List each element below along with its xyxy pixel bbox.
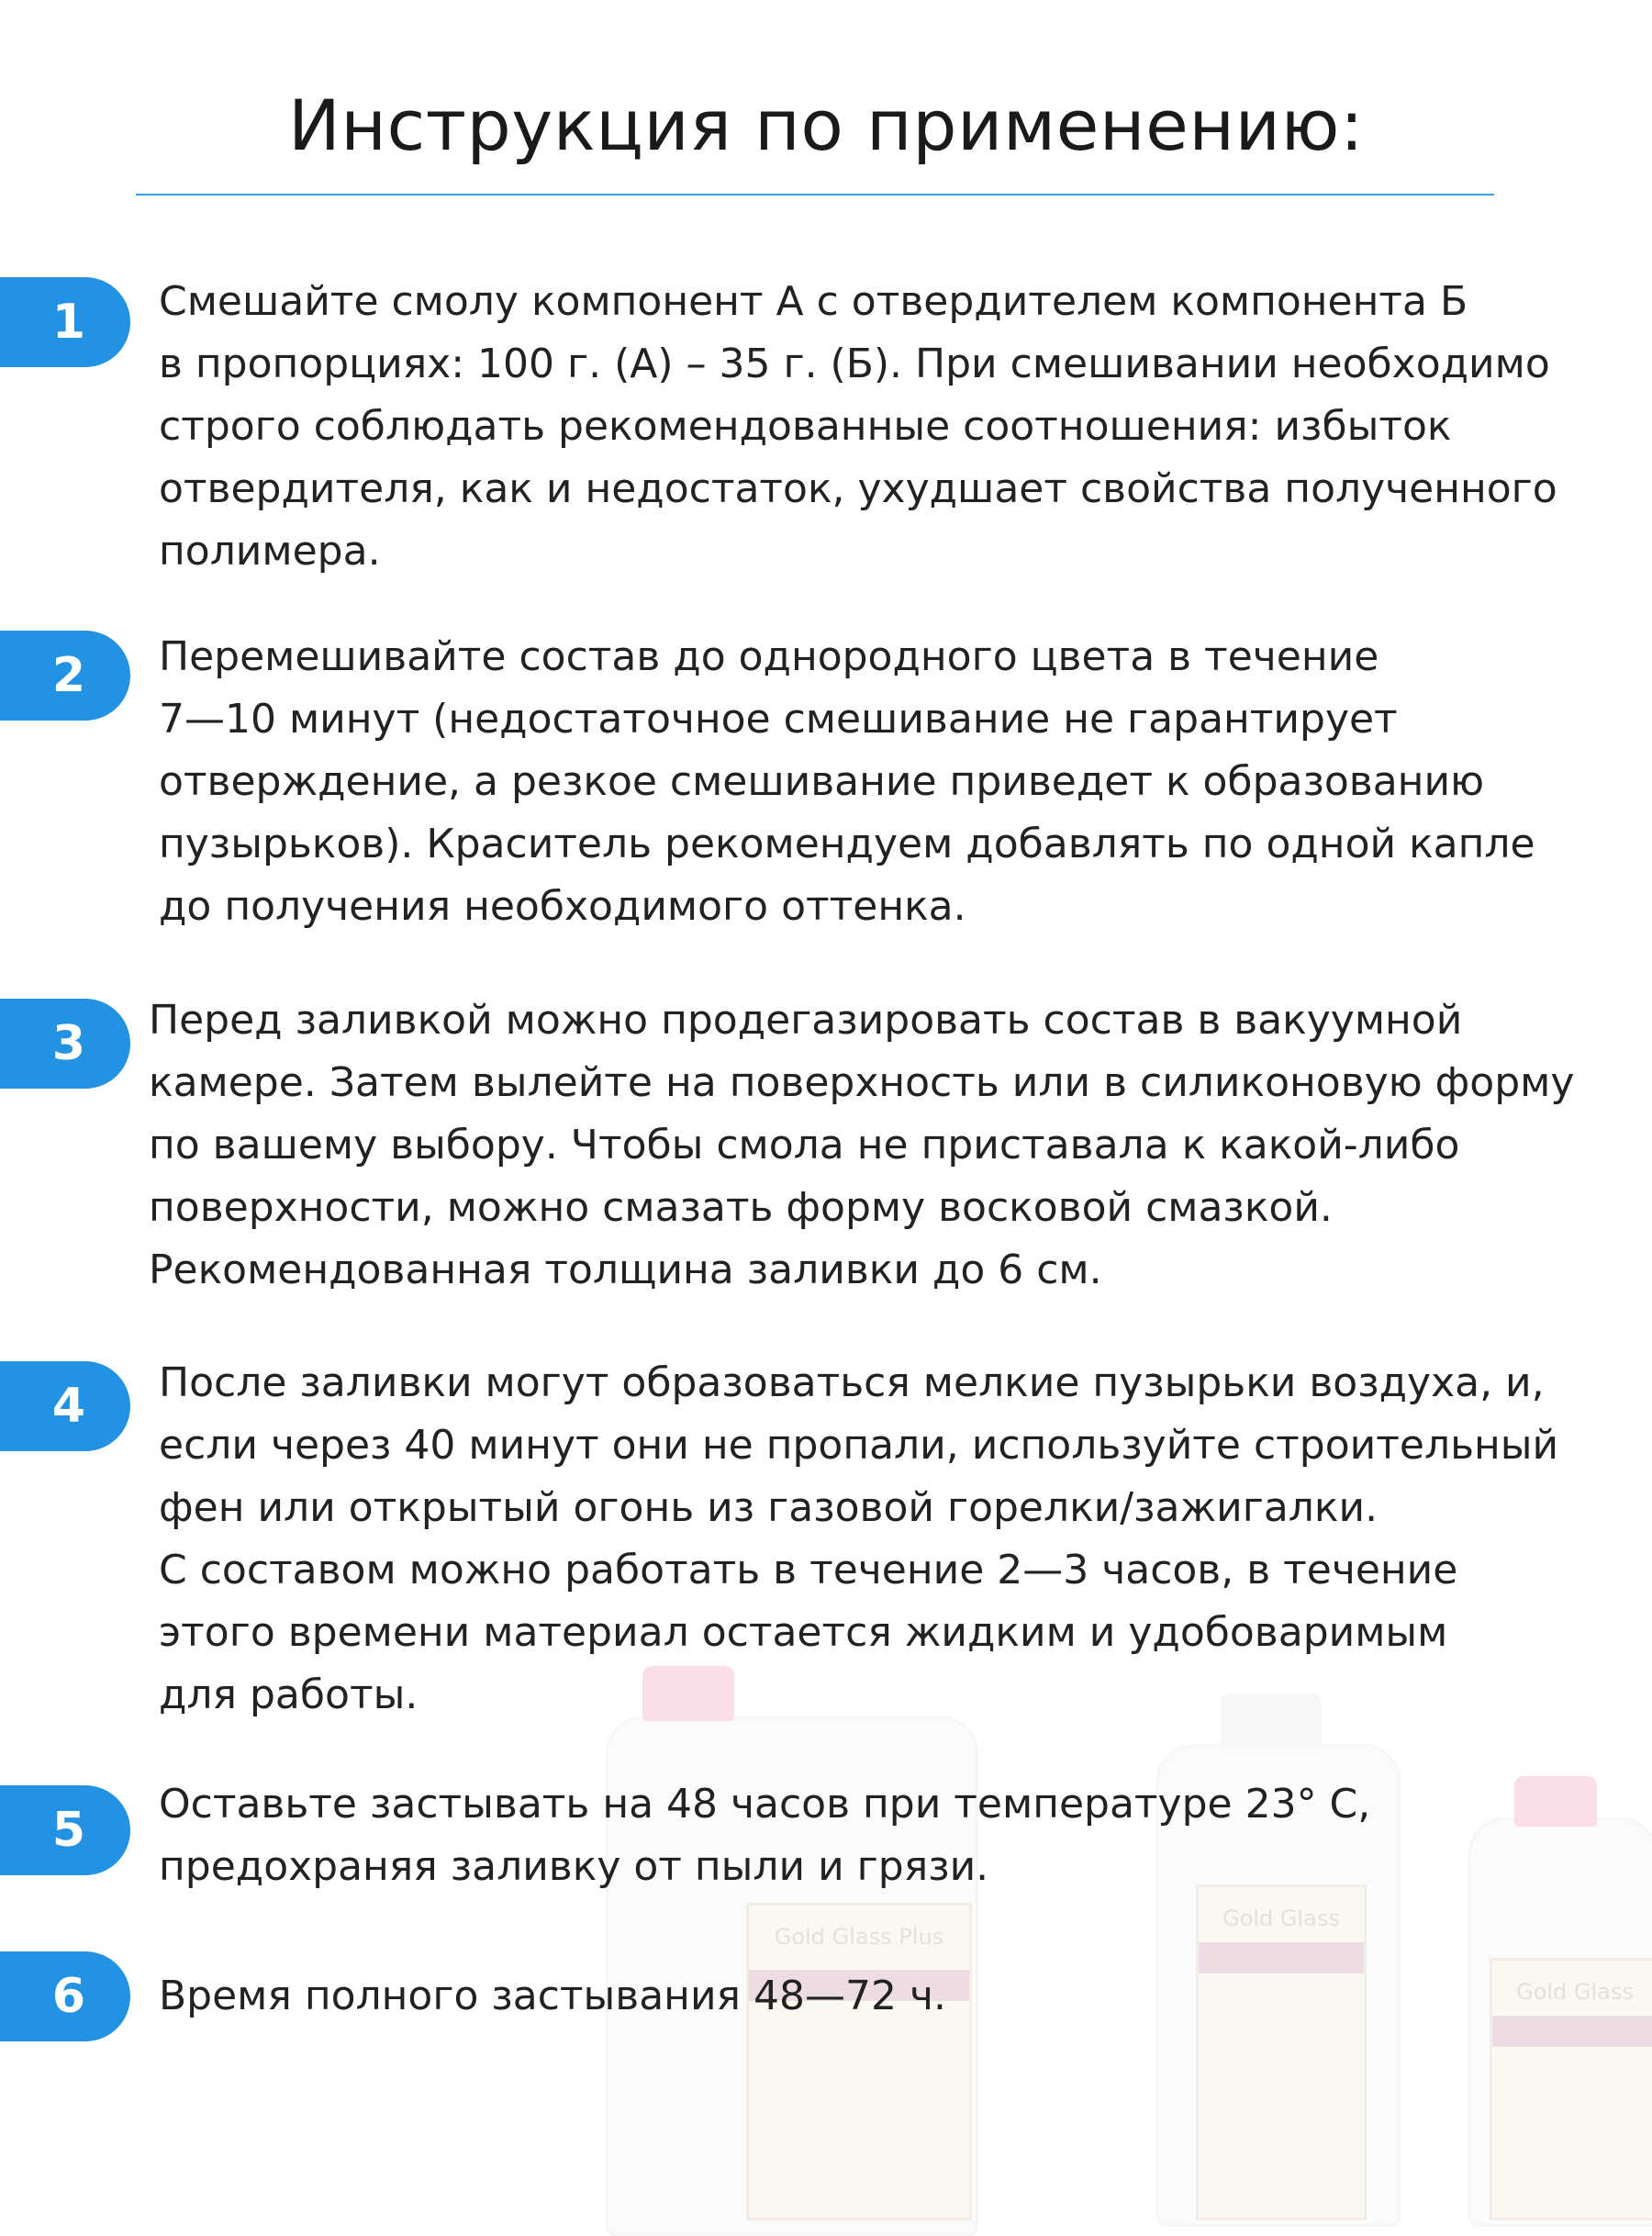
- step-text: [159, 271, 1557, 583]
- step-text-line: поверхности, можно смазать форму восковой смазкой.: [149, 1184, 1333, 1231]
- step-text: [159, 1773, 1370, 1898]
- step-text-line: фен или открытый огонь из газовой горелки/зажигалки.: [159, 1484, 1379, 1531]
- step-text-line: если через 40 минут они не пропали, используйте строительный: [159, 1422, 1559, 1469]
- step-text-line: камере. Затем вылейте на поверхность или в силиконовую форму: [149, 1059, 1575, 1106]
- step-number-badge: 6: [0, 1951, 130, 2041]
- step-text-line: После заливки могут образоваться мелкие пузырьки воздуха, и,: [159, 1359, 1545, 1406]
- step-text: [159, 626, 1535, 938]
- step-number-badge: 3: [0, 999, 130, 1089]
- step-text-line: отвердителя, как и недостаток, ухудшает свойства полученного: [159, 465, 1557, 512]
- page-title: Инструкция по применению:: [287, 84, 1365, 166]
- step-text-line: для работы.: [159, 1671, 419, 1718]
- step-text-line: по вашему выбору. Чтобы смола не приставала к какой-либо: [149, 1122, 1460, 1168]
- title-divider: [136, 194, 1494, 196]
- step-text-line: Смешайте смолу компонент А с отвердителем компонента Б: [159, 278, 1468, 325]
- step-text-line: этого времени материал остается жидким и удобоваримым: [159, 1609, 1448, 1656]
- step-text-line: предохраняя заливку от пыли и грязи.: [159, 1843, 989, 1890]
- right-bottle-label-band: [1492, 2016, 1652, 2047]
- step-text-line: в пропорциях: 100 г. (А) – 35 г. (Б). При смешивании необходимо: [159, 341, 1550, 387]
- right-bottle-label: [1490, 1958, 1652, 2220]
- step-number-badge: 4: [0, 1361, 130, 1451]
- right-bottle: [1468, 1817, 1652, 2227]
- step-text-line: Перемешивайте состав до однородного цвета в течение: [159, 633, 1379, 680]
- step-text-line: С составом можно работать в течение 2—3 часов, в течение: [159, 1547, 1458, 1593]
- step-text: [159, 1965, 946, 2028]
- step-text-line: до получения необходимого оттенка.: [159, 883, 966, 930]
- step-text-line: Время полного застывания 48—72 ч.: [159, 1973, 946, 2019]
- step-text: [149, 989, 1574, 1302]
- step-text-line: Рекомендованная толщина заливки до 6 см.: [149, 1247, 1102, 1293]
- step-text-line: полимера.: [159, 528, 381, 575]
- product-bottles-image: [587, 1661, 1652, 2203]
- middle-bottle-label-band: [1199, 1942, 1364, 1973]
- right-bottle-cap: [1514, 1776, 1597, 1827]
- step-number-badge: 1: [0, 277, 130, 367]
- middle-bottle-label: [1196, 1884, 1367, 2220]
- step-number-badge: 2: [0, 631, 130, 721]
- canister-label-text: Gold Glass Plus: [774, 1924, 944, 1950]
- step-text-line: 7—10 минут (недостаточное смешивание не гарантирует: [159, 696, 1398, 743]
- step-text: [159, 1352, 1558, 1727]
- middle-bottle-label-text: Gold Glass: [1222, 1906, 1340, 1931]
- step-text-line: Перед заливкой можно продегазировать состав в вакуумной: [149, 997, 1463, 1044]
- step-number-badge: 5: [0, 1785, 130, 1875]
- step-text-line: пузырьков). Краситель рекомендуем добавлять по одной капле: [159, 821, 1535, 867]
- step-text-line: Оставьте застывать на 48 часов при температуре 23° С,: [159, 1781, 1371, 1828]
- canister-label: [746, 1903, 972, 2220]
- step-text-line: отверждение, а резкое смешивание приведет к образованию: [159, 758, 1485, 805]
- step-text-line: строго соблюдать рекомендованные соотношения: избыток: [159, 403, 1452, 450]
- right-bottle-label-text: Gold Glass: [1516, 1979, 1634, 2005]
